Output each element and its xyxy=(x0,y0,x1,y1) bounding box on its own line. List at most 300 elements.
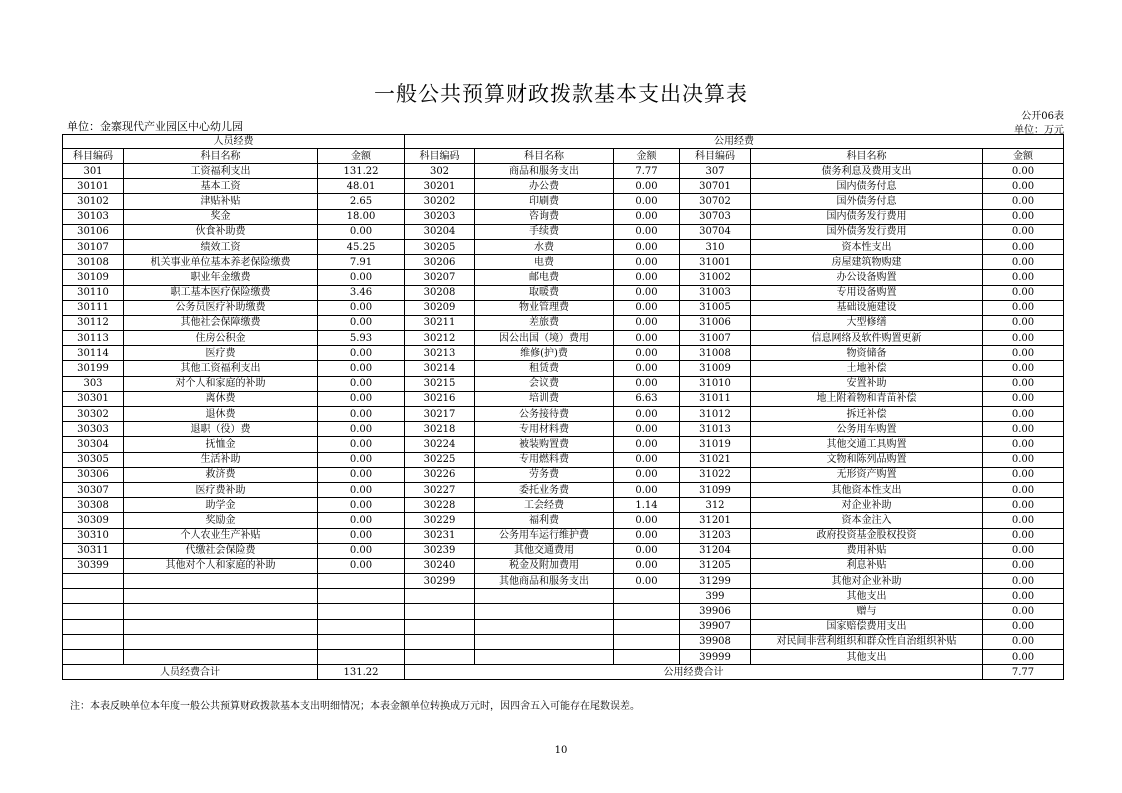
cell-code: 31205 xyxy=(680,558,751,573)
cell-code: 39908 xyxy=(680,634,751,649)
cell-amount: 0.00 xyxy=(983,331,1064,346)
cell-amount: 0.00 xyxy=(614,543,680,558)
cell-code: 302 xyxy=(405,164,475,179)
cell-code: 30209 xyxy=(405,300,475,315)
cell-amount: 0.00 xyxy=(318,498,405,513)
table-row xyxy=(63,513,1064,528)
cell-amount: 0.00 xyxy=(318,376,405,391)
cell-name xyxy=(475,589,614,604)
col-amount-3: 金额 xyxy=(983,149,1064,164)
cell-code: 30202 xyxy=(405,194,475,209)
cell-name: 专用燃料费 xyxy=(475,452,614,467)
cell-code: 31021 xyxy=(680,452,751,467)
cell-name: 水费 xyxy=(475,239,614,254)
cell-code: 31011 xyxy=(680,391,751,406)
cell-amount xyxy=(318,619,405,634)
cell-code: 30229 xyxy=(405,513,475,528)
table-row xyxy=(63,346,1064,361)
cell-amount: 0.00 xyxy=(614,270,680,285)
table-row xyxy=(63,179,1064,194)
cell-name xyxy=(124,650,318,665)
cell-code: 30110 xyxy=(63,285,124,300)
cell-code: 303 xyxy=(63,376,124,391)
cell-amount: 0.00 xyxy=(614,346,680,361)
cell-code: 31099 xyxy=(680,482,751,497)
cell-code: 30299 xyxy=(405,574,475,589)
cell-code xyxy=(405,650,475,665)
cell-name: 安置补助 xyxy=(751,376,983,391)
cell-amount: 0.00 xyxy=(983,255,1064,270)
col-amount-1: 金额 xyxy=(318,149,405,164)
table-row xyxy=(63,452,1064,467)
cell-amount: 0.00 xyxy=(614,376,680,391)
cell-name: 退职（役）费 xyxy=(124,422,318,437)
personnel-total-label: 人员经费合计 xyxy=(63,665,318,680)
table-row xyxy=(63,270,1064,285)
cell-name: 公务员医疗补助缴费 xyxy=(124,300,318,315)
cell-code: 30206 xyxy=(405,255,475,270)
cell-code: 31204 xyxy=(680,543,751,558)
cell-amount xyxy=(614,589,680,604)
cell-amount: 0.00 xyxy=(614,361,680,376)
cell-code xyxy=(63,589,124,604)
cell-code: 31001 xyxy=(680,255,751,270)
cell-name: 国外债务付息 xyxy=(751,194,983,209)
cell-amount: 3.46 xyxy=(318,285,405,300)
cell-amount xyxy=(614,634,680,649)
table-row xyxy=(63,528,1064,543)
cell-name: 信息网络及软件购置更新 xyxy=(751,331,983,346)
cell-name: 助学金 xyxy=(124,498,318,513)
cell-code xyxy=(63,574,124,589)
cell-code: 30199 xyxy=(63,361,124,376)
cell-amount: 0.00 xyxy=(318,391,405,406)
cell-name: 对个人和家庭的补助 xyxy=(124,376,318,391)
cell-name: 机关事业单位基本养老保险缴费 xyxy=(124,255,318,270)
cell-amount: 0.00 xyxy=(318,437,405,452)
cell-amount: 0.00 xyxy=(983,482,1064,497)
cell-code xyxy=(405,634,475,649)
cell-name: 国内债务发行费用 xyxy=(751,209,983,224)
cell-code: 30227 xyxy=(405,482,475,497)
cell-amount: 0.00 xyxy=(318,467,405,482)
cell-name xyxy=(475,634,614,649)
cell-amount: 0.00 xyxy=(983,437,1064,452)
cell-code: 310 xyxy=(680,239,751,254)
cell-name: 其他交通费用 xyxy=(475,543,614,558)
cell-amount: 0.00 xyxy=(318,452,405,467)
reporting-unit: 单位：金寨现代产业园区中心幼儿园 xyxy=(67,120,243,133)
cell-code: 30112 xyxy=(63,315,124,330)
cell-amount: 0.00 xyxy=(983,498,1064,513)
cell-code: 39907 xyxy=(680,619,751,634)
table-row xyxy=(63,407,1064,422)
cell-amount: 0.00 xyxy=(983,376,1064,391)
col-code-2: 科目编码 xyxy=(405,149,475,164)
group-public: 公用经费 xyxy=(405,135,1064,149)
cell-code: 30304 xyxy=(63,437,124,452)
cell-amount: 0.00 xyxy=(614,482,680,497)
table-row xyxy=(63,239,1064,254)
cell-code: 31010 xyxy=(680,376,751,391)
table-row xyxy=(63,467,1064,482)
cell-amount xyxy=(318,589,405,604)
col-name-2: 科目名称 xyxy=(475,149,614,164)
cell-name: 委托业务费 xyxy=(475,482,614,497)
table-row xyxy=(63,255,1064,270)
cell-amount: 0.00 xyxy=(318,346,405,361)
cell-amount: 0.00 xyxy=(983,361,1064,376)
cell-name: 津贴补贴 xyxy=(124,194,318,209)
cell-amount: 1.14 xyxy=(614,498,680,513)
cell-amount: 0.00 xyxy=(614,194,680,209)
cell-amount: 0.00 xyxy=(983,619,1064,634)
cell-code: 30226 xyxy=(405,467,475,482)
cell-code: 31008 xyxy=(680,346,751,361)
public-total-value: 7.77 xyxy=(983,665,1064,680)
cell-name: 租赁费 xyxy=(475,361,614,376)
cell-name: 职工基本医疗保险缴费 xyxy=(124,285,318,300)
cell-name: 无形资产购置 xyxy=(751,467,983,482)
cell-code: 30114 xyxy=(63,346,124,361)
cell-amount: 0.00 xyxy=(983,558,1064,573)
cell-name: 咨询费 xyxy=(475,209,614,224)
cell-amount: 0.00 xyxy=(318,270,405,285)
cell-code: 30108 xyxy=(63,255,124,270)
cell-code: 301 xyxy=(63,164,124,179)
cell-amount: 0.00 xyxy=(614,179,680,194)
col-amount-2: 金额 xyxy=(614,149,680,164)
cell-name: 对企业补助 xyxy=(751,498,983,513)
cell-name: 奖金 xyxy=(124,209,318,224)
cell-amount: 0.00 xyxy=(614,331,680,346)
cell-name: 奖励金 xyxy=(124,513,318,528)
cell-code: 31201 xyxy=(680,513,751,528)
cell-code: 307 xyxy=(680,164,751,179)
table-row xyxy=(63,285,1064,300)
cell-code xyxy=(405,619,475,634)
cell-code: 31002 xyxy=(680,270,751,285)
table-row xyxy=(63,604,1064,619)
cell-amount: 0.00 xyxy=(614,255,680,270)
cell-code: 30702 xyxy=(680,194,751,209)
cell-code: 39999 xyxy=(680,650,751,665)
cell-name: 国内债务付息 xyxy=(751,179,983,194)
cell-code: 31203 xyxy=(680,528,751,543)
cell-code xyxy=(405,589,475,604)
cell-code: 31005 xyxy=(680,300,751,315)
cell-code: 30101 xyxy=(63,179,124,194)
cell-amount xyxy=(614,619,680,634)
cell-amount: 0.00 xyxy=(318,558,405,573)
cell-code: 31009 xyxy=(680,361,751,376)
cell-code: 30704 xyxy=(680,224,751,239)
col-name-1: 科目名称 xyxy=(124,149,318,164)
cell-code: 30102 xyxy=(63,194,124,209)
cell-name: 被装购置费 xyxy=(475,437,614,452)
cell-name: 国外债务发行费用 xyxy=(751,224,983,239)
cell-name: 办公设备购置 xyxy=(751,270,983,285)
cell-code: 30213 xyxy=(405,346,475,361)
cell-name: 物资储备 xyxy=(751,346,983,361)
cell-amount: 0.00 xyxy=(983,194,1064,209)
cell-code xyxy=(63,634,124,649)
cell-name: 绩效工资 xyxy=(124,239,318,254)
cell-amount: 0.00 xyxy=(983,467,1064,482)
cell-amount: 0.00 xyxy=(318,300,405,315)
cell-code: 31007 xyxy=(680,331,751,346)
cell-code: 30240 xyxy=(405,558,475,573)
table-row xyxy=(63,315,1064,330)
page-title: 一般公共预算财政拨款基本支出决算表 xyxy=(374,82,748,106)
cell-amount: 0.00 xyxy=(318,315,405,330)
cell-code: 30106 xyxy=(63,224,124,239)
cell-amount: 0.00 xyxy=(983,574,1064,589)
cell-code: 30204 xyxy=(405,224,475,239)
cell-amount: 0.00 xyxy=(983,422,1064,437)
column-header-row xyxy=(63,149,1064,164)
cell-name: 拆迁补偿 xyxy=(751,407,983,422)
table-row xyxy=(63,574,1064,589)
cell-code: 30311 xyxy=(63,543,124,558)
cell-amount: 0.00 xyxy=(983,346,1064,361)
cell-code: 31019 xyxy=(680,437,751,452)
cell-code xyxy=(405,604,475,619)
cell-name: 生活补助 xyxy=(124,452,318,467)
cell-amount: 7.91 xyxy=(318,255,405,270)
cell-name: 邮电费 xyxy=(475,270,614,285)
cell-code: 30301 xyxy=(63,391,124,406)
cell-name xyxy=(124,574,318,589)
cell-code: 30214 xyxy=(405,361,475,376)
cell-name: 印刷费 xyxy=(475,194,614,209)
cell-name: 文物和陈列品购置 xyxy=(751,452,983,467)
cell-name: 基本工资 xyxy=(124,179,318,194)
cell-amount: 0.00 xyxy=(983,407,1064,422)
cell-name: 福利费 xyxy=(475,513,614,528)
cell-amount: 0.00 xyxy=(614,452,680,467)
cell-code: 30308 xyxy=(63,498,124,513)
cell-code: 31013 xyxy=(680,422,751,437)
cell-name: 抚恤金 xyxy=(124,437,318,452)
cell-code: 30399 xyxy=(63,558,124,573)
cell-name: 离休费 xyxy=(124,391,318,406)
table-row xyxy=(63,164,1064,179)
cell-code: 31299 xyxy=(680,574,751,589)
cell-name: 其他支出 xyxy=(751,650,983,665)
cell-name xyxy=(475,604,614,619)
cell-name: 大型修缮 xyxy=(751,315,983,330)
cell-amount: 0.00 xyxy=(614,513,680,528)
table-row xyxy=(63,634,1064,649)
cell-name: 救济费 xyxy=(124,467,318,482)
cell-code: 399 xyxy=(680,589,751,604)
cell-amount xyxy=(318,574,405,589)
cell-name: 其他社会保障缴费 xyxy=(124,315,318,330)
cell-amount: 0.00 xyxy=(614,422,680,437)
cell-name: 劳务费 xyxy=(475,467,614,482)
group-header-row xyxy=(63,135,1064,149)
cell-code: 30224 xyxy=(405,437,475,452)
cell-code: 30305 xyxy=(63,452,124,467)
table-row xyxy=(63,543,1064,558)
cell-amount: 0.00 xyxy=(983,209,1064,224)
page-number: 10 xyxy=(554,745,568,756)
cell-name: 因公出国（境）费用 xyxy=(475,331,614,346)
table-row xyxy=(63,619,1064,634)
cell-name: 赠与 xyxy=(751,604,983,619)
cell-amount xyxy=(614,604,680,619)
cell-name: 国家赔偿费用支出 xyxy=(751,619,983,634)
cell-code: 31003 xyxy=(680,285,751,300)
cell-code: 30303 xyxy=(63,422,124,437)
cell-name: 税金及附加费用 xyxy=(475,558,614,573)
cell-amount xyxy=(318,604,405,619)
cell-amount: 0.00 xyxy=(614,558,680,573)
cell-amount: 0.00 xyxy=(318,528,405,543)
cell-amount: 0.00 xyxy=(318,361,405,376)
cell-code: 30306 xyxy=(63,467,124,482)
cell-amount: 0.00 xyxy=(983,650,1064,665)
expenditure-table xyxy=(62,134,1064,680)
cell-code: 30109 xyxy=(63,270,124,285)
cell-amount xyxy=(614,650,680,665)
cell-amount: 0.00 xyxy=(983,300,1064,315)
table-row xyxy=(63,558,1064,573)
cell-amount: 0.00 xyxy=(318,422,405,437)
totals-row xyxy=(63,665,1064,680)
cell-name: 退休费 xyxy=(124,407,318,422)
cell-code: 30207 xyxy=(405,270,475,285)
cell-amount: 0.00 xyxy=(614,209,680,224)
cell-code: 30211 xyxy=(405,315,475,330)
table-row xyxy=(63,209,1064,224)
cell-name: 其他资本性支出 xyxy=(751,482,983,497)
cell-name: 取暖费 xyxy=(475,285,614,300)
cell-code: 31012 xyxy=(680,407,751,422)
cell-code: 30216 xyxy=(405,391,475,406)
table-row xyxy=(63,376,1064,391)
cell-code: 30201 xyxy=(405,179,475,194)
cell-amount: 0.00 xyxy=(318,224,405,239)
cell-name: 手续费 xyxy=(475,224,614,239)
table-row xyxy=(63,482,1064,497)
cell-code: 30239 xyxy=(405,543,475,558)
cell-name: 其他交通工具购置 xyxy=(751,437,983,452)
cell-name: 其他商品和服务支出 xyxy=(475,574,614,589)
cell-name: 资本金注入 xyxy=(751,513,983,528)
cell-name: 会议费 xyxy=(475,376,614,391)
cell-amount: 7.77 xyxy=(614,164,680,179)
cell-name: 费用补贴 xyxy=(751,543,983,558)
cell-code: 30212 xyxy=(405,331,475,346)
cell-amount: 5.93 xyxy=(318,331,405,346)
col-name-3: 科目名称 xyxy=(751,149,983,164)
cell-amount: 0.00 xyxy=(614,300,680,315)
cell-amount: 0.00 xyxy=(614,407,680,422)
cell-amount: 0.00 xyxy=(614,315,680,330)
cell-name: 个人农业生产补贴 xyxy=(124,528,318,543)
cell-name: 其他对个人和家庭的补助 xyxy=(124,558,318,573)
cell-amount: 0.00 xyxy=(983,589,1064,604)
cell-name xyxy=(124,619,318,634)
cell-amount: 0.00 xyxy=(983,270,1064,285)
cell-code: 30701 xyxy=(680,179,751,194)
cell-amount: 0.00 xyxy=(614,285,680,300)
cell-name: 培训费 xyxy=(475,391,614,406)
table-row xyxy=(63,331,1064,346)
table-row xyxy=(63,391,1064,406)
cell-code: 30107 xyxy=(63,239,124,254)
cell-code: 31006 xyxy=(680,315,751,330)
cell-name: 公务用车运行维护费 xyxy=(475,528,614,543)
cell-amount: 6.63 xyxy=(614,391,680,406)
cell-amount: 131.22 xyxy=(318,164,405,179)
cell-code: 30310 xyxy=(63,528,124,543)
public-total-label: 公用经费合计 xyxy=(405,665,983,680)
cell-name: 伙食补助费 xyxy=(124,224,318,239)
cell-amount: 0.00 xyxy=(614,239,680,254)
cell-code: 30103 xyxy=(63,209,124,224)
cell-code: 30217 xyxy=(405,407,475,422)
cell-amount: 0.00 xyxy=(614,224,680,239)
col-code-1: 科目编码 xyxy=(63,149,124,164)
cell-name xyxy=(475,650,614,665)
cell-amount: 0.00 xyxy=(983,391,1064,406)
cell-code: 30203 xyxy=(405,209,475,224)
cell-name: 商品和服务支出 xyxy=(475,164,614,179)
table-row xyxy=(63,437,1064,452)
cell-code: 30111 xyxy=(63,300,124,315)
cell-code: 30208 xyxy=(405,285,475,300)
table-row xyxy=(63,224,1064,239)
cell-code: 312 xyxy=(680,498,751,513)
cell-amount: 0.00 xyxy=(983,179,1064,194)
group-personnel: 人员经费 xyxy=(63,135,405,149)
currency-unit: 单位：万元 xyxy=(1014,125,1064,136)
cell-name: 公务用车购置 xyxy=(751,422,983,437)
cell-name: 维修(护)费 xyxy=(475,346,614,361)
cell-name: 差旅费 xyxy=(475,315,614,330)
cell-name xyxy=(124,589,318,604)
cell-name xyxy=(124,634,318,649)
cell-amount xyxy=(318,650,405,665)
cell-name: 对民间非营利组织和群众性自治组织补贴 xyxy=(751,634,983,649)
cell-amount xyxy=(318,634,405,649)
cell-amount: 0.00 xyxy=(318,513,405,528)
cell-name: 资本性支出 xyxy=(751,239,983,254)
cell-name: 代缴社会保险费 xyxy=(124,543,318,558)
cell-amount: 18.00 xyxy=(318,209,405,224)
table-row xyxy=(63,300,1064,315)
cell-amount: 0.00 xyxy=(983,528,1064,543)
table-row xyxy=(63,422,1064,437)
cell-code: 30218 xyxy=(405,422,475,437)
cell-code: 31022 xyxy=(680,467,751,482)
cell-amount: 0.00 xyxy=(318,482,405,497)
cell-amount: 0.00 xyxy=(983,543,1064,558)
cell-name: 工会经费 xyxy=(475,498,614,513)
cell-name: 其他支出 xyxy=(751,589,983,604)
cell-amount: 0.00 xyxy=(614,528,680,543)
cell-amount: 0.00 xyxy=(983,604,1064,619)
cell-name: 电费 xyxy=(475,255,614,270)
cell-name: 基础设施建设 xyxy=(751,300,983,315)
cell-name: 工资福利支出 xyxy=(124,164,318,179)
table-row xyxy=(63,650,1064,665)
cell-amount: 45.25 xyxy=(318,239,405,254)
cell-name: 办公费 xyxy=(475,179,614,194)
